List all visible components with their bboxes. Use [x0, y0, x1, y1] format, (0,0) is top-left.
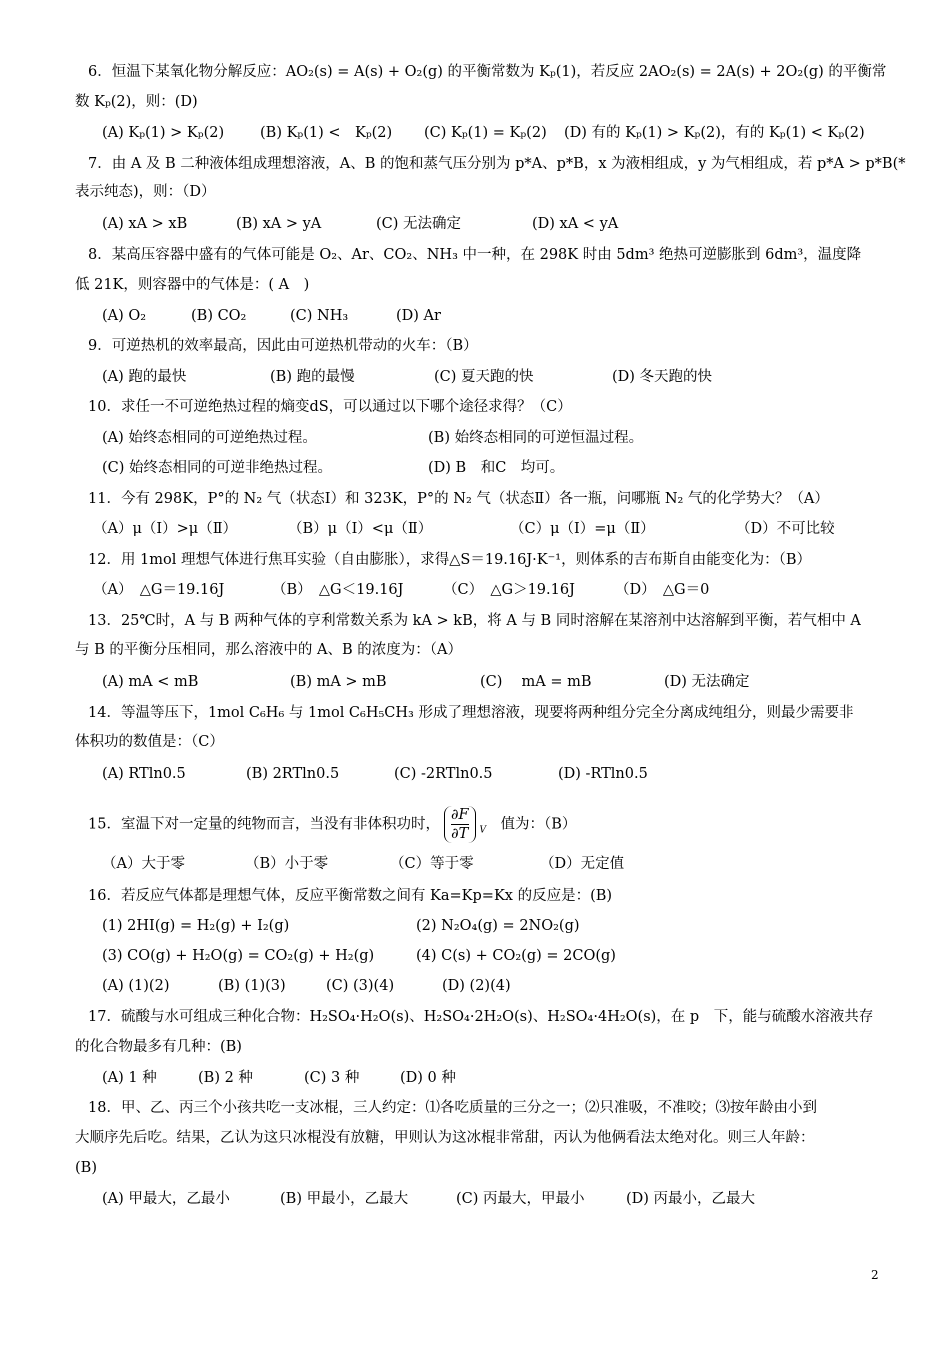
- answer-option: （C）μ（Ⅰ）=μ（Ⅱ）: [510, 521, 655, 537]
- answer-option: (A) O₂: [102, 308, 147, 324]
- answer-option: (A) 甲最大，乙最小: [102, 1191, 230, 1207]
- answer-option: (C) 夏天跑的快: [434, 369, 534, 385]
- question-15: [88, 806, 950, 843]
- answer-option: (C) NH₃: [290, 308, 349, 324]
- answer-option: (D) B 和C 均可。: [428, 460, 565, 476]
- text-line: 13．25℃时，A 与 B 两种气体的亨利常数关系为 kA > kB，将 A 与 B 同时溶解在某溶剂中达溶解到平衡，若气相中 A: [88, 613, 861, 629]
- answer-option: （A）大于零: [102, 856, 185, 872]
- text-line: 表示纯态)，则：（D）: [75, 184, 216, 200]
- answer-option: （D） △G＝0: [615, 582, 710, 598]
- answer-option: （C） △G＞19.16J: [443, 582, 575, 598]
- text-line: 的化合物最多有几种：(B): [75, 1039, 242, 1055]
- answer-option: (D) 丙最小，乙最大: [626, 1191, 756, 1207]
- answer-option: (D) xA < yA: [532, 216, 619, 232]
- answer-option: (D) 有的 Kₚ(1) > Kₚ(2)，有的 Kₚ(1) < Kₚ(2): [564, 125, 865, 141]
- text-line: 17．硫酸与水可组成三种化合物：H₂SO₄·H₂O(s)、H₂SO₄·2H₂O(s)、H₂SO₄·4H₂O(s)，在 p 下，能与硫酸水溶液共存: [88, 1009, 874, 1025]
- answer-option: (A) mA < mB: [102, 674, 199, 690]
- answer-option: (B) 2 种: [198, 1070, 253, 1086]
- answer-option: （B） △G＜19.16J: [272, 582, 404, 598]
- derivative-subscript: V: [479, 825, 487, 836]
- answer-option: （A）μ（Ⅰ）>μ（Ⅱ）: [93, 521, 238, 537]
- text-line: 16．若反应气体都是理想气体，反应平衡常数之间有 Ka=Kp=Kx 的反应是：(B): [88, 888, 613, 904]
- answer-option: (A) 跑的最快: [102, 369, 187, 385]
- text-line: 体积功的数值是：（C）: [75, 734, 224, 750]
- answer-option: (B) 始终态相同的可逆恒温过程。: [428, 430, 644, 446]
- text-line: 8．某高压容器中盛有的气体可能是 O₂、Ar、CO₂、NH₃ 中一种，在 298K 时由 5dm³ 绝热可逆膨胀到 6dm³，温度降: [88, 247, 862, 263]
- text-line: 与 B 的平衡分压相同，那么溶液中的 A、B 的浓度为：（A）: [75, 642, 462, 658]
- answer-option: (B) 2RTln0.5: [246, 766, 340, 782]
- answer-option: (B) mA > mB: [290, 674, 387, 690]
- answer-option: (D) -RTln0.5: [558, 766, 648, 782]
- answer-option: (B) 甲最小，乙最大: [280, 1191, 409, 1207]
- answer-option: （D）无定值: [540, 856, 625, 872]
- text-line: 低 21K，则容器中的气体是：( A ): [75, 277, 310, 293]
- answer-option: （C）等于零: [390, 856, 474, 872]
- answer-option: （A） △G＝19.16J: [93, 582, 225, 598]
- text-line: 数 Kₚ(2)，则：(D): [75, 94, 198, 110]
- text-line: 9．可逆热机的效率最高，因此由可逆热机带动的火车：（B）: [88, 338, 478, 354]
- text-line: 10．求任一不可逆绝热过程的熵变dS，可以通过以下哪个途径求得？（C）: [88, 399, 572, 415]
- answer-option: (C) 3 种: [304, 1070, 360, 1086]
- page-number: 2: [871, 1268, 879, 1282]
- answer-option: (B) 跑的最慢: [270, 369, 355, 385]
- answer-option: (C) Kₚ(1) = Kₚ(2): [424, 125, 547, 141]
- answer-option: (C) 无法确定: [376, 216, 462, 232]
- text-line: (B): [75, 1160, 97, 1176]
- answer-option: (D) Ar: [396, 308, 441, 324]
- answer-option: (A) xA > xB: [102, 216, 188, 232]
- answer-option: (C) 始终态相同的可逆非绝热过程。: [102, 460, 333, 476]
- answer-option: (3) CO(g) + H₂O(g) = CO₂(g) + H₂(g): [102, 948, 375, 964]
- answer-option: （B）μ（Ⅰ）<μ（Ⅱ）: [288, 521, 433, 537]
- text-line: 12．用 1mol 理想气体进行焦耳实验（自由膨胀），求得△S＝19.16J·K⁻¹，则体系的吉布斯自由能变化为：（B）: [88, 552, 811, 568]
- answer-option: (B) (1)(3): [218, 978, 286, 994]
- answer-option: (D) 0 种: [400, 1070, 456, 1086]
- text-line: 11．今有 298K，P°的 N₂ 气（状态Ⅰ）和 323K，P°的 N₂ 气（状态Ⅱ）各一瓶，问哪瓶 N₂ 气的化学势大？（A）: [88, 491, 829, 507]
- answer-option: (D) 无法确定: [664, 674, 750, 690]
- answer-option: (A) 1 种: [102, 1070, 157, 1086]
- text-line: 6．恒温下某氧化物分解反应：AO₂(s) = A(s) + O₂(g) 的平衡常数为 Kₚ(1)，若反应 2AO₂(s) = 2A(s) + 2O₂(g) 的平衡常: [88, 64, 887, 80]
- answer-option: (A) Kₚ(1) > Kₚ(2): [102, 125, 225, 141]
- text-line: 14．等温等压下，1mol C₆H₆ 与 1mol C₆H₅CH₃ 形成了理想溶液，现要将两种组分完全分离成纯组分，则最少需要非: [88, 705, 854, 721]
- answer-option: (B) Kₚ(1) < Kₚ(2): [260, 125, 393, 141]
- answer-option: (1) 2HI(g) = H₂(g) + I₂(g): [102, 918, 290, 934]
- q15-text: 15．室温下对一定量的纯物而言，当没有非体积功时，: [88, 816, 440, 833]
- answer-option: （B）小于零: [245, 856, 329, 872]
- answer-option: (D) (2)(4): [442, 978, 511, 994]
- answer-option: (C) -2RTln0.5: [394, 766, 493, 782]
- text-line: 7．由 A 及 B 二种液体组成理想溶液，A、B 的饱和蒸气压分别为 p*A、p*B，x 为液相组成，y 为气相组成，若 p*A > p*B(*: [88, 156, 906, 172]
- derivative-numerator: ∂F: [450, 807, 469, 823]
- answer-option: （D）不可比较: [736, 521, 835, 537]
- answer-option: (4) C(s) + CO₂(g) = 2CO(g): [416, 948, 616, 964]
- q15-answer: 值为：（B）: [500, 816, 577, 833]
- answer-option: (C) mA = mB: [480, 674, 592, 690]
- answer-option: (C) 丙最大，甲最小: [456, 1191, 585, 1207]
- partial-derivative: [444, 806, 476, 843]
- answer-option: (C) (3)(4): [326, 978, 395, 994]
- answer-option: (A) 始终态相同的可逆绝热过程。: [102, 430, 317, 446]
- answer-option: (B) xA > yA: [236, 216, 322, 232]
- answer-option: (B) CO₂: [191, 308, 247, 324]
- text-line: 18．甲、乙、丙三个小孩共吃一支冰棍，三人约定：⑴各吃质量的三分之一；⑵只准吸，不准咬；⑶按年龄由小到: [88, 1100, 817, 1116]
- answer-option: (A) (1)(2): [102, 978, 170, 994]
- answer-option: (2) N₂O₄(g) = 2NO₂(g): [416, 918, 580, 934]
- derivative-denominator: ∂T: [451, 826, 469, 842]
- answer-option: (A) RTln0.5: [102, 766, 186, 782]
- answer-option: (D) 冬天跑的快: [612, 369, 713, 385]
- text-line: 大顺序先后吃。结果，乙认为这只冰棍没有放糖，甲则认为这冰棍非常甜，丙认为他俩看法太绝对化。则三人年龄：: [75, 1130, 815, 1146]
